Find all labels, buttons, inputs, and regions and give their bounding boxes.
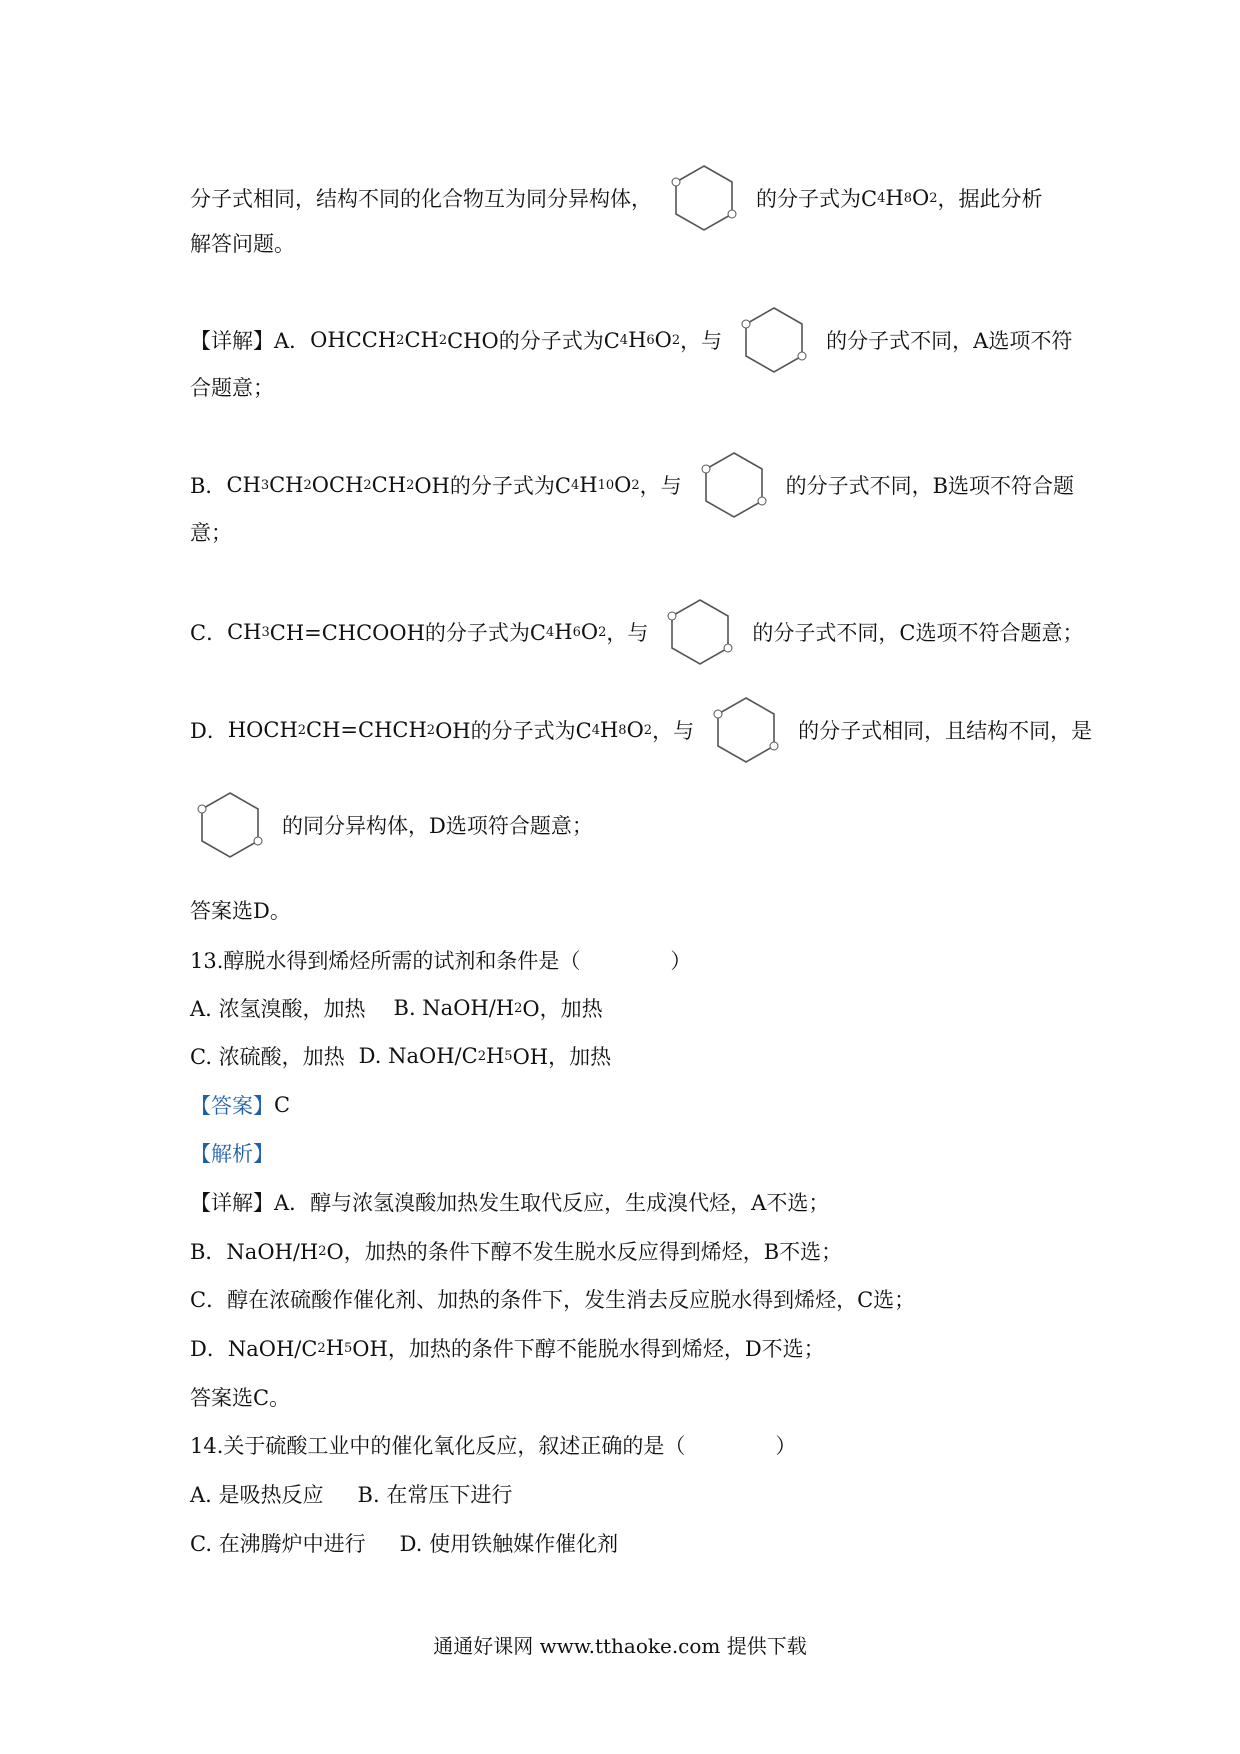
t: OHCCH xyxy=(310,328,397,352)
t: B．NaOH/H xyxy=(190,1240,319,1264)
t: 的分子式不同，A选项不符 xyxy=(826,329,1073,353)
sub: 3 xyxy=(261,624,270,640)
t: OCH xyxy=(311,473,364,497)
sub: 8 xyxy=(903,190,912,206)
dioxane-ring-icon xyxy=(190,785,270,865)
t: CH xyxy=(404,328,439,352)
q13-opts-ab xyxy=(190,993,603,1023)
t: A. 浓氢溴酸，加热 xyxy=(190,997,366,1021)
t: 合题意； xyxy=(190,376,274,400)
t: 的分子式不同，C选项不符合题意； xyxy=(752,621,1084,645)
t: H xyxy=(325,1336,345,1360)
sub: 4 xyxy=(591,722,600,738)
dioxane-ring-icon xyxy=(734,300,814,380)
sub: 2 xyxy=(929,190,938,206)
t: OH，加热 xyxy=(512,1045,612,1069)
t: H xyxy=(599,718,619,742)
sub: 5 xyxy=(504,1048,513,1064)
t: 意； xyxy=(190,521,232,545)
t: A. 是吸热反应 xyxy=(190,1483,324,1507)
t: C．醇在浓硫酸作催化剂、加热的条件下，发生消去反应脱水得到烯烃，C选； xyxy=(190,1288,916,1312)
t: CH xyxy=(227,620,262,644)
t: O，加热 xyxy=(522,997,603,1021)
t: H xyxy=(628,328,647,352)
q13-e-d xyxy=(190,1333,825,1363)
sub: 4 xyxy=(570,477,580,493)
sub: 2 xyxy=(671,332,681,348)
t: ，与 xyxy=(639,474,682,498)
t: ，据此分析 xyxy=(937,187,1043,211)
t: OH的分子式为C xyxy=(414,474,571,498)
dioxane-ring-icon xyxy=(706,690,786,770)
sub: 2 xyxy=(363,477,372,493)
sub: 2 xyxy=(426,722,436,738)
t: C． xyxy=(190,621,228,645)
q14-opts-cd xyxy=(190,1528,618,1558)
t: ） xyxy=(775,1434,797,1458)
t: D． xyxy=(190,719,228,743)
xiangjie-tag: 【详解】 xyxy=(190,1191,274,1215)
t: ，与 xyxy=(606,621,649,645)
t: 的分子式不同，B选项不符合题 xyxy=(785,474,1075,498)
t: ，与 xyxy=(680,329,723,353)
intro-formula: 的分子式为C xyxy=(756,187,878,211)
intro-cont xyxy=(190,228,295,258)
t: 答案选D。 xyxy=(190,899,291,923)
t: C xyxy=(274,1093,291,1117)
sub: 6 xyxy=(646,332,655,348)
analysis-tag: 【解析】 xyxy=(190,1142,274,1166)
t: OH，加热的条件下醇不能脱水得到烯烃，D不选； xyxy=(352,1337,825,1361)
xiangjie-tag: 【详解】 xyxy=(190,329,274,353)
t: CH=CHCOOH的分子式为C xyxy=(269,621,546,645)
sub: 4 xyxy=(546,624,555,640)
sub: 4 xyxy=(619,332,629,348)
q14-opts-ab xyxy=(190,1479,512,1509)
t: CH=CHCH xyxy=(306,718,427,742)
sub: 2 xyxy=(438,332,448,348)
t: C. 浓硫酸，加热 xyxy=(190,1045,345,1069)
dioxane-ring-icon xyxy=(694,445,774,525)
t: A．醇与浓氢溴酸加热发生取代反应，生成溴代烃，A不选； xyxy=(274,1191,830,1215)
t: D．NaOH/C xyxy=(190,1337,318,1361)
q13-e-c xyxy=(190,1284,915,1314)
sub: 2 xyxy=(406,477,415,493)
q13-stem xyxy=(190,945,691,975)
q13-answer xyxy=(190,1090,290,1120)
t: H xyxy=(885,186,904,210)
t: H xyxy=(579,473,598,497)
t: 的分子式相同，且结构不同，是 xyxy=(798,719,1093,743)
q12-b-line xyxy=(190,445,1074,525)
t: B. 在常压下进行 xyxy=(357,1483,513,1507)
sub: 2 xyxy=(514,1000,523,1016)
t: O xyxy=(911,186,930,210)
sub: 8 xyxy=(618,722,627,738)
t: C. 在沸腾炉中进行 xyxy=(190,1532,366,1556)
t: 解答问题。 xyxy=(190,232,295,256)
sub: 10 xyxy=(597,477,615,493)
t: O xyxy=(654,328,672,352)
sub: 2 xyxy=(396,332,405,348)
q13-jiexi xyxy=(190,1138,274,1168)
dioxane-ring-icon xyxy=(664,158,744,238)
sub: 2 xyxy=(477,1048,486,1064)
t: ，与 xyxy=(652,719,695,743)
sub: 2 xyxy=(318,1243,327,1259)
q12-c-line xyxy=(190,592,1083,672)
t: 14.关于硫酸工业中的催化氧化反应，叙述正确的是（ xyxy=(190,1434,686,1458)
t: D. 使用铁触媒作催化剂 xyxy=(399,1532,619,1556)
sub: 5 xyxy=(344,1340,353,1356)
t: O xyxy=(626,718,644,742)
t: CH xyxy=(226,473,261,497)
intro-text: 分子式相同，结构不同的化合物互为同分异构体， xyxy=(190,187,652,211)
footer: 通通好课网 www.tthaoke.com 提供下载 xyxy=(433,1634,807,1658)
q12-d-cont xyxy=(190,785,593,865)
sub: 2 xyxy=(303,477,312,493)
sub: 2 xyxy=(631,477,640,493)
t: D. NaOH/C xyxy=(358,1044,478,1068)
t: H xyxy=(554,620,573,644)
t: O xyxy=(614,473,632,497)
sub: 6 xyxy=(572,624,581,640)
t: CH xyxy=(269,473,304,497)
t: CHO的分子式为C xyxy=(447,329,620,353)
sub: 2 xyxy=(643,722,653,738)
t: A． xyxy=(274,329,311,353)
q13-e-b xyxy=(190,1236,842,1266)
q13-e-a xyxy=(190,1187,829,1217)
t: 答案选C。 xyxy=(190,1386,291,1410)
dioxane-ring-icon xyxy=(660,592,740,672)
t: O xyxy=(580,620,599,644)
sub: 3 xyxy=(260,477,270,493)
q12-answer xyxy=(190,895,291,925)
q12-d-line xyxy=(190,690,1092,770)
sub: 2 xyxy=(317,1340,326,1356)
t: 的同分异构体，D选项符合题意； xyxy=(282,814,593,838)
t: ） xyxy=(670,949,692,973)
t: O，加热的条件下醇不发生脱水反应得到烯烃，B不选； xyxy=(326,1240,843,1264)
t: B. NaOH/H xyxy=(393,996,515,1020)
sub: 4 xyxy=(877,190,886,206)
t: H xyxy=(485,1044,505,1068)
sub: 2 xyxy=(598,624,607,640)
t: B． xyxy=(190,474,227,498)
answer-tag: 【答案】 xyxy=(190,1094,274,1118)
q12-b-cont xyxy=(190,517,232,547)
q14-stem xyxy=(190,1430,796,1460)
t: HOCH xyxy=(227,718,298,742)
q13-opts-cd xyxy=(190,1041,611,1071)
intro-line xyxy=(190,158,1042,238)
t: CH xyxy=(371,473,407,497)
q12-a-cont xyxy=(190,372,274,402)
t: OH的分子式为C xyxy=(435,719,592,743)
q13-final xyxy=(190,1382,290,1412)
sub: 2 xyxy=(297,722,307,738)
t: 13.醇脱水得到烯烃所需的试剂和条件是（ xyxy=(190,949,581,973)
q12-a-line xyxy=(190,300,1072,380)
